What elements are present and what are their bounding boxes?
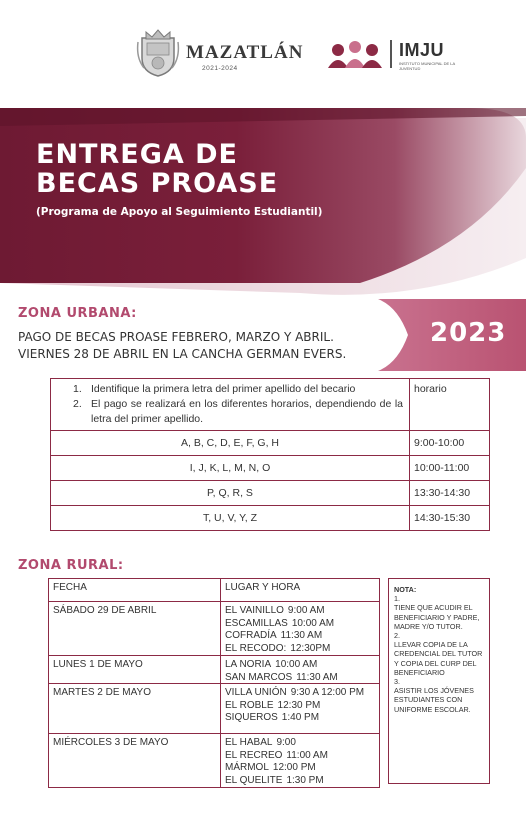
place-time: 11:30 AM: [280, 630, 323, 641]
zona-urbana-line-1: PAGO DE BECAS PROASE FEBRERO, MARZO Y ABRIL.: [18, 330, 334, 344]
place-time: 12:30PM: [290, 642, 331, 654]
mazatlan-name: MAZATLÁN: [186, 42, 304, 63]
place-line: [225, 775, 379, 788]
zona-urbana-line-2: VIERNES 28 DE ABRIL EN LA CANCHA GERMAN EVERS.: [18, 347, 347, 361]
place-name: VILLA UNIÓN: [225, 687, 287, 698]
place-time: 11:00 AM: [286, 749, 328, 761]
place-line: [225, 630, 379, 643]
zona-rural-label: ZONA RURAL:: [18, 558, 124, 573]
note-item: 1.: [394, 594, 400, 604]
place-line: [225, 700, 379, 713]
place-time: 1:30 PM: [286, 774, 324, 786]
rural-places: [221, 656, 379, 683]
schedule-header-row: [51, 379, 489, 430]
year-label: 2023: [430, 318, 507, 348]
schedule-letters: P, Q, R, S: [51, 481, 410, 505]
rural-header-row: [49, 579, 379, 601]
place-line: [225, 762, 379, 775]
place-line: [225, 750, 379, 763]
rural-row: [49, 601, 379, 655]
schedule-row: [51, 455, 489, 480]
place-line: [225, 712, 379, 725]
schedule-time: 14:30-15:30: [414, 512, 471, 524]
schedule-row: [51, 480, 489, 505]
place-name: EL RECODO:: [225, 642, 287, 654]
schedule-letters: T, U, V, Y, Z: [51, 506, 410, 530]
rural-schedule-table: [48, 578, 380, 788]
place-name: EL RECREO: [225, 749, 283, 761]
note-title: NOTA:: [394, 585, 417, 594]
horario-header: horario: [414, 383, 447, 395]
note-item: ASISTIR LOS JÓVENES ESTUDIANTES CON UNIFORME ESCOLAR.: [394, 686, 474, 714]
col-lugar: LUGAR Y HORA: [225, 582, 301, 593]
rural-places: [221, 602, 379, 655]
page-subtitle: (Programa de Apoyo al Seguimiento Estudiantil): [36, 206, 323, 218]
note-item: LLEVAR COPIA DE LA CREDENCIAL DEL TUTOR Y COPIA DEL CURP DEL BENEFICIARIO: [394, 640, 483, 677]
imju-name: IMJU: [399, 40, 445, 60]
place-time: 9:00: [276, 737, 296, 748]
rural-places: [221, 684, 379, 733]
note-box: [388, 578, 490, 784]
mazatlan-years: 2021-2024: [202, 65, 238, 72]
place-time: 9:00 AM: [287, 605, 325, 616]
place-line: [225, 618, 379, 631]
title-line-1: ENTREGA DE: [36, 139, 239, 170]
schedule-row: [51, 430, 489, 455]
page-title: [36, 140, 278, 198]
place-name: EL ROBLE: [225, 699, 274, 711]
rural-date: MIÉRCOLES 3 DE MAYO: [49, 734, 221, 787]
instruction-item: [73, 397, 403, 427]
place-line: [225, 659, 379, 672]
rural-row: [49, 683, 379, 733]
schedule-time: 10:00-11:00: [414, 462, 470, 474]
instruction-text: El pago se realizará en los diferentes horarios, dependiendo de la letra del primer apellido.: [91, 398, 403, 425]
place-line: [225, 687, 379, 700]
place-time: 9:30 A 12:00 PM: [290, 687, 365, 698]
place-name: COFRADÍA: [225, 630, 277, 641]
header-logos: [0, 26, 526, 86]
urban-schedule-table: [50, 378, 490, 531]
place-time: 12:30 PM: [277, 699, 321, 711]
title-line-2: BECAS PROASE: [36, 168, 279, 199]
rural-date: LUNES 1 DE MAYO: [49, 656, 221, 683]
note-item: 3.: [394, 677, 400, 687]
place-name: MÁRMOL: [225, 762, 269, 773]
imju-logo-icon: [326, 38, 384, 74]
instruction-text: Identifique la primera letra del primer apellido del becario: [91, 383, 356, 395]
place-time: 10:00 AM: [275, 659, 318, 670]
imju-separator: [390, 40, 392, 68]
schedule-letters: A, B, C, D, E, F, G, H: [51, 431, 410, 455]
place-time: 12:00 PM: [272, 762, 316, 773]
rural-row: [49, 733, 379, 787]
place-line: [225, 737, 379, 750]
note-item: TIENE QUE ACUDIR EL BENEFICIARIO Y PADRE, MADRE Y/O TUTOR.: [394, 603, 480, 631]
rural-row: [49, 655, 379, 683]
place-name: SIQUEROS: [225, 712, 278, 723]
place-name: EL HABAL: [225, 737, 273, 748]
place-name: EL QUELITE: [225, 774, 283, 786]
place-name: LA NORIA: [225, 659, 272, 670]
schedule-time: 9:00-10:00: [414, 437, 465, 449]
place-line: [225, 672, 379, 685]
place-line: [225, 605, 379, 618]
instructions-list: [73, 382, 403, 427]
rural-date: MARTES 2 DE MAYO: [49, 684, 221, 733]
schedule-time: 13:30-14:30: [414, 487, 471, 499]
zona-urbana-label: ZONA URBANA:: [18, 306, 137, 321]
schedule-letters: I, J, K, L, M, N, O: [51, 456, 410, 480]
rural-places: [221, 734, 379, 787]
instruction-number: 1.: [73, 383, 82, 395]
instructions-cell: [51, 379, 410, 430]
place-time: 11:30 AM: [296, 671, 338, 683]
place-name: ESCAMILLAS: [225, 617, 288, 629]
place-time: 1:40 PM: [281, 712, 320, 723]
place-time: 10:00 AM: [291, 617, 335, 629]
rural-date: SÁBADO 29 DE ABRIL: [49, 602, 221, 655]
place-name: SAN MARCOS: [225, 671, 293, 683]
instruction-item: [73, 382, 403, 397]
place-name: EL VAINILLO: [225, 605, 284, 616]
place-line: [225, 643, 379, 656]
instruction-number: 2.: [73, 398, 82, 410]
note-item: 2.: [394, 631, 400, 641]
mazatlan-shield-icon: [136, 28, 180, 78]
schedule-row: [51, 505, 489, 530]
imju-subtitle: INSTITUTO MUNICIPAL DE LA JUVENTUD: [399, 61, 455, 71]
col-fecha: FECHA: [49, 579, 221, 601]
